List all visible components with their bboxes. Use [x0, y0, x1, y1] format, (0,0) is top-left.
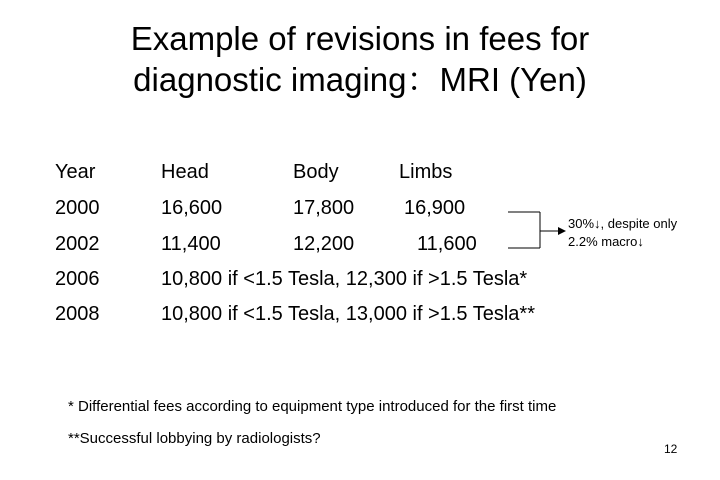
row-fee-text: 10,800 if <1.5 Tesla, 13,000 if >1.5 Tesla** — [161, 303, 535, 325]
title-line-2: diagnostic imaging：MRI (Yen) — [133, 61, 587, 98]
row-body-fee: 17,800 — [293, 197, 355, 219]
slide-title — [60, 18, 660, 100]
title-line-1: Example of revisions in fees for — [130, 20, 590, 57]
footnote-1: * Differential fees according to equipment type introduced for the first time — [68, 398, 557, 415]
row-year: 2002 — [55, 233, 100, 255]
row-year: 2000 — [55, 197, 100, 219]
row-year: 2008 — [55, 303, 100, 325]
row-limbs-fee: 11,600 — [417, 233, 477, 255]
row-limbs-fee: 16,900 — [404, 197, 466, 219]
row-head-fee: 16,600 — [161, 197, 223, 219]
row-year: 2006 — [55, 268, 100, 290]
header-year: Year — [55, 161, 96, 183]
header-head: Head — [161, 161, 209, 183]
row-head-fee: 11,400 — [161, 233, 221, 255]
row-fee-text: 10,800 if <1.5 Tesla, 12,300 if >1.5 Tesla* — [161, 268, 528, 290]
annotation-line-1: 30%↓, despite only — [568, 216, 678, 231]
header-body: Body — [293, 161, 339, 183]
footnote-2: **Successful lobbying by radiologists? — [68, 430, 321, 447]
page-number: 12 — [664, 442, 678, 456]
header-limbs: Limbs — [399, 161, 453, 183]
row-body-fee: 12,200 — [293, 233, 355, 255]
annotation-line-2: 2.2% macro↓ — [568, 234, 644, 249]
